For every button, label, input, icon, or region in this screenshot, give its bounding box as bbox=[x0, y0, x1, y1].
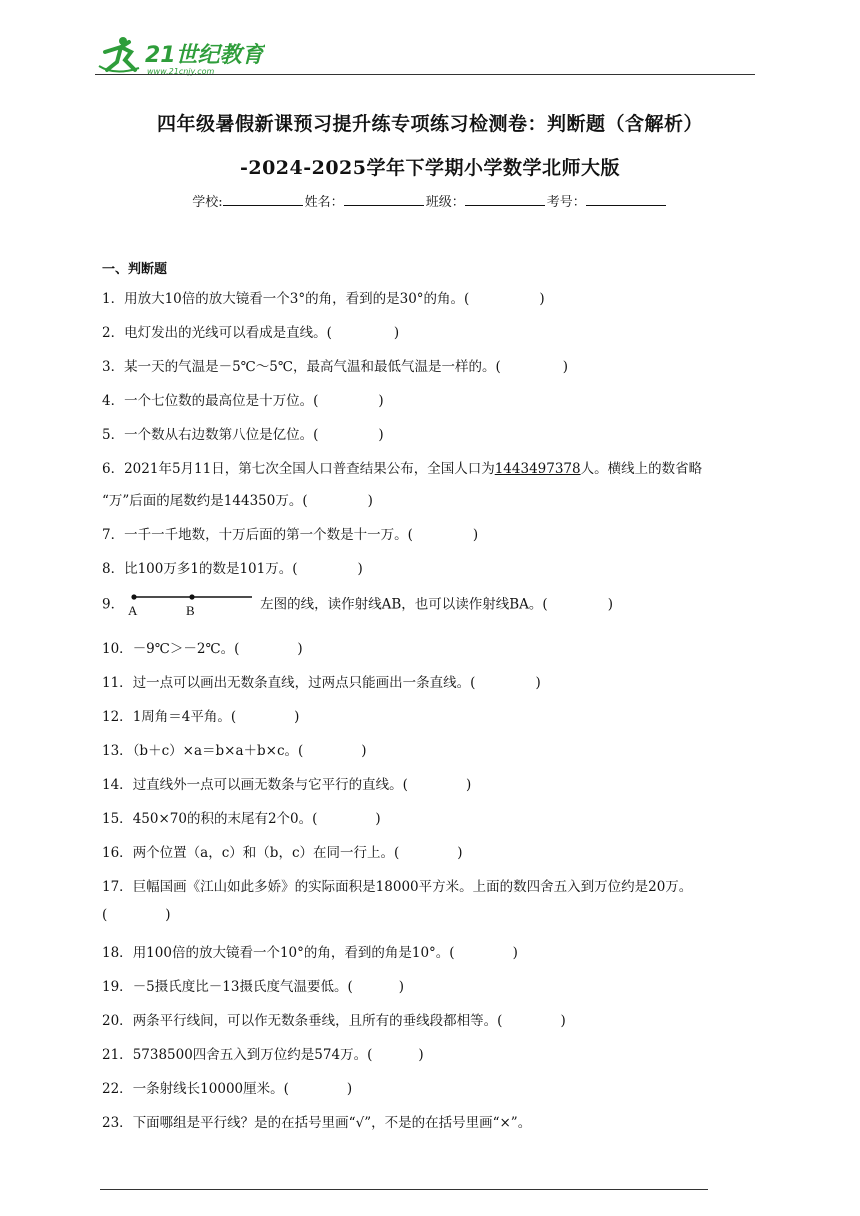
21cnjy-logo bbox=[95, 32, 265, 78]
question-8: 8．比100万多1的数是101万。( ) bbox=[102, 561, 363, 577]
question-11: 11．过一点可以画出无数条直线，过两点只能画出一条直线。( ) bbox=[102, 675, 541, 691]
class-field[interactable] bbox=[465, 193, 545, 206]
question-17-continuation: ( ) bbox=[102, 907, 171, 923]
question-9: 9． A B 左图的线，读作射线AB，也可以读作射线BA。( ) bbox=[102, 591, 613, 619]
name-field[interactable] bbox=[344, 193, 424, 206]
class-label: 班级： bbox=[425, 195, 465, 210]
question-6: 6．2021年5月11日，第七次全国人口普查结果公布，全国人口为1443497378人。横线上的数省略 bbox=[102, 461, 703, 477]
question-22: 22．一条射线长10000厘米。( ) bbox=[102, 1081, 353, 1097]
question-1: 1．用放大10倍的放大镜看一个3°的角，看到的是30°的角。( ) bbox=[102, 291, 545, 307]
question-23: 23．下面哪组是平行线？是的在括号里画“√”，不是的在括号里画“×”。 bbox=[102, 1115, 532, 1131]
question-5: 5．一个数从右边数第八位是亿位。( ) bbox=[102, 427, 384, 443]
name-label: 姓名： bbox=[304, 195, 344, 210]
page-title: 四年级暑假新课预习提升练专项练习检测卷：判断题（含解析） bbox=[156, 113, 703, 135]
question-12: 12．1周角＝4平角。( ) bbox=[102, 709, 300, 725]
question-2: 2．电灯发出的光线可以看成是直线。( ) bbox=[102, 325, 400, 341]
question-18: 18．用100倍的放大镜看一个10°的角，看到的角是10°。( ) bbox=[102, 945, 518, 961]
point-a-label: A bbox=[128, 603, 138, 618]
question-6-continuation: “万”后面的尾数约是144350万。( ) bbox=[102, 493, 373, 509]
header-rule bbox=[95, 74, 755, 75]
question-20: 20．两条平行线间，可以作无数条垂线，且所有的垂线段都相等。( ) bbox=[102, 1013, 566, 1029]
question-4: 4．一个七位数的最高位是十万位。( ) bbox=[102, 393, 384, 409]
underlined-number: 1443497378 bbox=[494, 461, 581, 477]
question-10: 10．－9℃＞－2℃。( ) bbox=[102, 641, 303, 657]
page-header bbox=[95, 30, 755, 80]
ray-ab-diagram bbox=[124, 591, 254, 619]
school-label: 学校: bbox=[192, 195, 223, 210]
svg-text:21世纪教育: 21世纪教育 bbox=[145, 43, 264, 68]
question-13: 13．（b＋c）×a＝b×a＋b×c。( ) bbox=[102, 743, 367, 759]
exam-no-field[interactable] bbox=[586, 193, 666, 206]
footer-rule bbox=[100, 1189, 708, 1190]
exam-no-label: 考号： bbox=[546, 195, 586, 210]
question-16: 16．两个位置（a，c）和（b，c）在同一行上。( ) bbox=[102, 845, 463, 861]
point-b-label: B bbox=[186, 603, 195, 618]
question-15: 15．450×70的积的末尾有2个0。( ) bbox=[102, 811, 381, 827]
student-info-line bbox=[0, 191, 860, 210]
question-19: 19．－5摄氏度比－13摄氏度气温要低。( ) bbox=[102, 979, 405, 995]
question-21: 21．5738500四舍五入到万位约是574万。( ) bbox=[102, 1047, 424, 1063]
page-subtitle: -2024-2025学年下学期小学数学北师大版 bbox=[239, 157, 621, 179]
question-7: 7．一千一千地数，十万后面的第一个数是十一万。( ) bbox=[102, 527, 479, 543]
question-3: 3．某一天的气温是－5℃～5℃，最高气温和最低气温是一样的。( ) bbox=[102, 359, 569, 375]
section-title: 一、判断题 bbox=[102, 262, 168, 277]
school-field[interactable] bbox=[223, 193, 303, 206]
svg-text:www.21cnjy.com: www.21cnjy.com bbox=[147, 67, 215, 76]
question-17: 17．巨幅国画《江山如此多娇》的实际面积是18000平方米。上面的数四舍五入到万位约是20万。 bbox=[102, 879, 693, 895]
question-14: 14．过直线外一点可以画无数条与它平行的直线。( ) bbox=[102, 777, 472, 793]
